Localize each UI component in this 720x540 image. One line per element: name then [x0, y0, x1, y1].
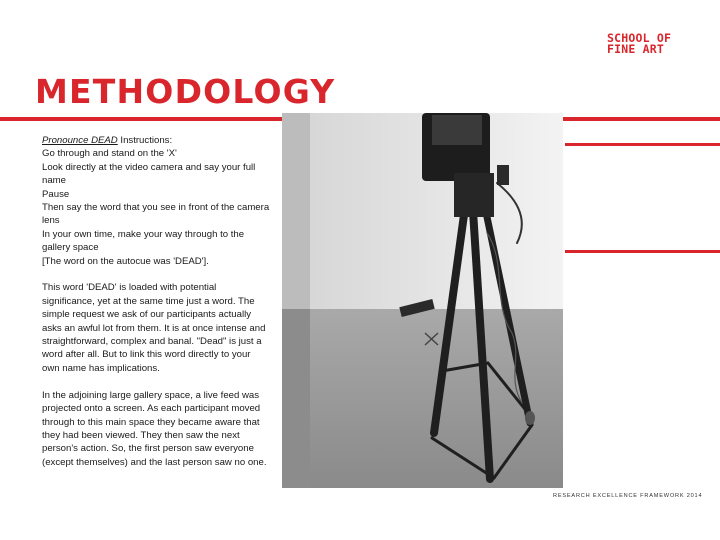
instructions-block — [42, 134, 270, 268]
side-divider-bottom — [565, 250, 720, 253]
instruction-line: Then say the word that you see in front of the camera lens — [42, 202, 270, 227]
methodology-text — [42, 134, 270, 483]
instructions-heading — [42, 134, 270, 147]
heading-rest: Instructions: — [117, 135, 173, 146]
heading-underlined: Pronounce DEAD — [42, 135, 118, 146]
page-title: METHODOLOGY — [35, 72, 336, 111]
side-divider-top — [565, 143, 720, 146]
logo-line-2: FINE ART — [607, 42, 664, 56]
footer-label: RESEARCH EXCELLENCE FRAMEWORK 2014 — [553, 493, 703, 499]
school-of-fine-art-logo — [607, 33, 689, 55]
instruction-line: Go through and stand on the 'X' — [42, 148, 177, 160]
logo-line-1: SCHOOL OF — [607, 31, 672, 45]
instruction-line: [The word on the autocue was 'DEAD']. — [42, 255, 209, 267]
gallery-camera-photo — [282, 113, 563, 488]
paragraph-dead-word: This word 'DEAD' is loaded with potential significance, yet at the same time just a word. The simple request we ask of our participants actually asks an awful lot from them. It is at once intense and straightforward, complex and banal. "Dead" is just a word after all. But to link this word directly to your own name has implications. — [42, 282, 266, 374]
instruction-line: In your own time, make your way through to the gallery space — [42, 228, 245, 254]
instruction-line: Look directly at the video camera and say your full name — [42, 161, 256, 187]
paragraph-gallery-feed: In the adjoining large gallery space, a live feed was projected onto a screen. As each participant moved through to this main space they became aware that they had been viewed. They then saw the next person's action. So, the first person saw everyone (except themselves) and the last person saw no one. — [42, 389, 267, 468]
instruction-line: Pause — [42, 188, 70, 200]
